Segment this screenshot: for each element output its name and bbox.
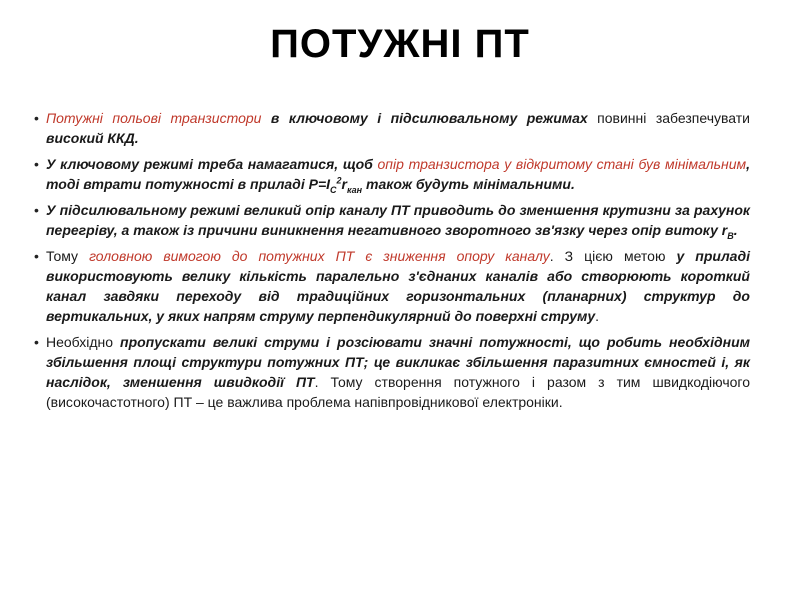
p4-highlight: головною вимогою до потужних ПТ є зниження опору каналу	[89, 248, 550, 264]
paragraph-main-requirement	[30, 246, 750, 326]
p2-tail: також будуть мінімальними.	[362, 176, 575, 192]
paragraph-efficiency	[30, 108, 750, 148]
p3-text: У підсилювальному режимі великий опір каналу ПТ приводить до зменшення крутизни за рахунок перегріву, а також із причини виникнення негативного зворотного зв'язку через опір витоку	[46, 202, 750, 238]
slide-title: ПОТУЖНІ ПТ	[270, 22, 530, 66]
p4-mid: . З цією метою	[549, 248, 677, 264]
p2-intro: У ключовому режимі треба намагатися, щоб	[46, 156, 378, 172]
p2-sub-c: C	[330, 184, 337, 195]
p2-r: r	[341, 176, 347, 192]
p3-sub-b: В	[727, 230, 734, 241]
bullet-marker: •	[34, 202, 39, 218]
p1-text: повинні забезпечувати	[587, 110, 750, 126]
p1-kkd: високий ККД.	[46, 130, 139, 146]
p2-highlight: опір транзистора у відкритому стані був мінімальним	[377, 156, 747, 172]
p1-highlight: Потужні польові транзистори	[46, 110, 262, 126]
bullet-marker: •	[34, 334, 39, 350]
paragraph-key-mode	[30, 154, 750, 194]
p5-emphasis: пропускати великі струми і розсіювати значні потужності, що робить необхідним збільшення площі структури потужних ПТ; це викликає збільшення паразитних ємностей і, як наслідок, зменшення швидкодії ПТ	[46, 334, 750, 390]
paragraph-amplifier-mode	[30, 200, 750, 240]
p2-sub-kan: кан	[347, 184, 363, 195]
slide-content	[30, 108, 750, 418]
p5-conclusion: . Тому створення потужного і разом з тим швидкодіючого (високочастотного) ПТ – це важлива проблема напівпровідникової електроніки.	[46, 374, 751, 410]
p2-sup-2: 2	[336, 175, 342, 186]
p5-intro: Необхідно	[46, 334, 121, 350]
paragraph-high-power	[30, 332, 750, 412]
p4-structure: у приладі використовують велику кількість паралельно з'єднаних каналів або створюють короткий канал завдяки переходу від традиційних горизонтальних (планарних) структур до вертикальних, у яких напрям струму перпендикулярний до поверхні струму	[46, 248, 750, 324]
bullet-marker: •	[34, 248, 39, 264]
p3-r: r	[721, 222, 728, 238]
p4-intro: Тому	[46, 248, 90, 264]
bullet-marker: •	[34, 156, 39, 172]
p2-loss: , тоді втрати потужності в приладі P=I	[46, 156, 750, 192]
p3-end: .	[733, 222, 738, 238]
p1-modes: в ключовому і підсилювальному режимах	[261, 110, 588, 126]
p4-end: .	[595, 308, 600, 324]
bullet-marker: •	[34, 110, 39, 126]
